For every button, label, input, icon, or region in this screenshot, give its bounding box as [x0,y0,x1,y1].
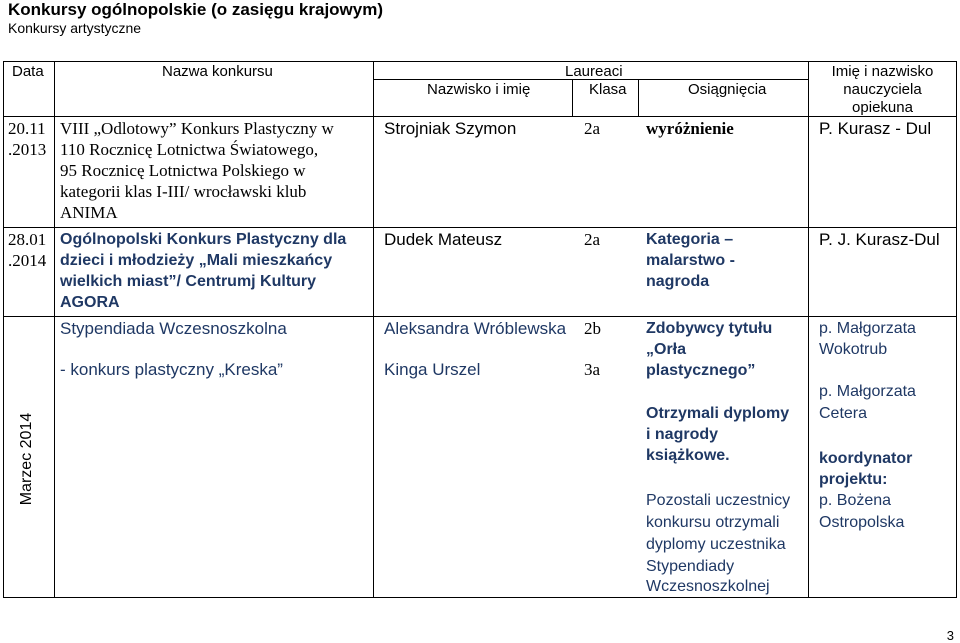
column-divider [373,61,374,598]
row3-name-line: - konkurs plastyczny „Kreska” [60,360,283,379]
page-number: 3 [946,628,954,643]
header-full-name: Nazwisko i imię [427,81,531,98]
row2-achievement-line: nagroda [646,273,710,290]
row3-achievement-line: plastycznego” [646,362,756,379]
row1-name-line: ANIMA [60,203,118,222]
row1-date-line: .2013 [8,140,47,159]
row3-achievement-line: książkowe. [646,447,730,464]
table-border-top [3,61,957,62]
row3-laureate-name: Aleksandra Wróblewska [384,319,567,338]
row3-achievement-line: Pozostali uczestnicy [646,492,791,509]
row2-date-line: 28.01 [8,230,47,249]
row3-teacher-line: p. Małgorzata [819,383,916,400]
row3-achievement-line: konkursu otrzymali [646,514,780,531]
header-teacher-line: opiekuna [852,99,913,116]
column-divider [54,61,55,598]
row2-class: 2a [584,230,601,249]
row1-achievement: wyróżnienie [646,119,734,138]
header-teacher-line: nauczyciela [843,81,922,98]
row-divider [3,316,957,317]
row2-teacher: P. J. Kurasz-Dul [819,230,940,249]
row3-achievement-line: Zdobywcy tytułu [646,320,773,337]
row-divider [3,116,957,117]
row2-name-line: AGORA [60,294,120,311]
row1-name-line: kategorii klas I-III/ wrocławski klub [60,182,307,201]
row-divider [3,227,957,228]
row3-achievement-line: Otrzymali dyplomy [646,405,790,422]
column-divider [808,61,809,598]
row2-laureate: Dudek Mateusz [384,230,503,249]
row3-teacher-line: koordynator [819,450,913,467]
row3-achievement-line: „Orła [646,341,687,358]
header-name: Nazwa konkursu [162,63,273,80]
row1-laureate: Strojniak Szymon [384,119,517,138]
month-label: Marzec 2014 [18,412,35,506]
header-class: Klasa [589,81,627,98]
row3-laureate-class: 3a [584,360,601,379]
header-achievements: Osiągnięcia [688,81,767,98]
row3-teacher-line: p. Małgorzata [819,320,916,337]
table-border-bottom [3,597,957,598]
row3-achievement-line: dyplomy uczestnika [646,536,786,553]
row3-teacher-line: projektu: [819,471,888,488]
row3-teacher-line: Wokotrub [819,341,888,358]
row1-name-line: 95 Rocznicę Lotnictwa Polskiego w [60,161,306,180]
row3-teacher-line: Ostropolska [819,514,905,531]
row2-date-line: .2014 [8,251,47,270]
row1-name-line: 110 Rocznicę Lotnictwa Światowego, [60,140,319,159]
header-laureates: Laureaci [565,63,623,80]
page-subtitle: Konkursy artystyczne [8,20,142,36]
row3-name-line: Stypendiada Wczesnoszkolna [60,319,287,338]
row3-achievement-line: Stypendiady [646,558,735,575]
row2-achievement-line: Kategoria – [646,231,734,248]
column-divider [572,80,573,117]
row3-laureate-name: Kinga Urszel [384,360,481,379]
row3-achievement-line: i nagrody [646,426,719,443]
row2-achievement-line: malarstwo - [646,252,735,269]
row2-name-line: wielkich miast”/ Centrumj Kultury [60,273,317,290]
table-border-right [956,61,957,598]
row3-teacher-line: Cetera [819,405,868,422]
header-date: Data [12,63,44,80]
row1-class: 2a [584,119,601,138]
row2-name-line: dzieci i młodzieży „Mali mieszkańcy [60,252,333,269]
column-divider [638,80,639,117]
row3-laureate-class: 2b [584,319,601,338]
row2-name-line: Ogólnopolski Konkurs Plastyczny dla [60,231,347,248]
header-teacher-line: Imię i nazwisko [831,63,934,80]
row1-date-line: 20.11 [8,119,46,138]
row1-teacher: P. Kurasz - Dul [819,119,932,138]
row3-teacher-line: p. Bożena [819,492,892,509]
table-border-left [3,61,4,598]
row3-achievement-line: Wczesnoszkolnej [646,578,770,595]
page-title: Konkursy ogólnopolskie (o zasięgu krajowym) [8,0,384,19]
row1-name-line: VIII „Odlotowy” Konkurs Plastyczny w [60,119,334,138]
